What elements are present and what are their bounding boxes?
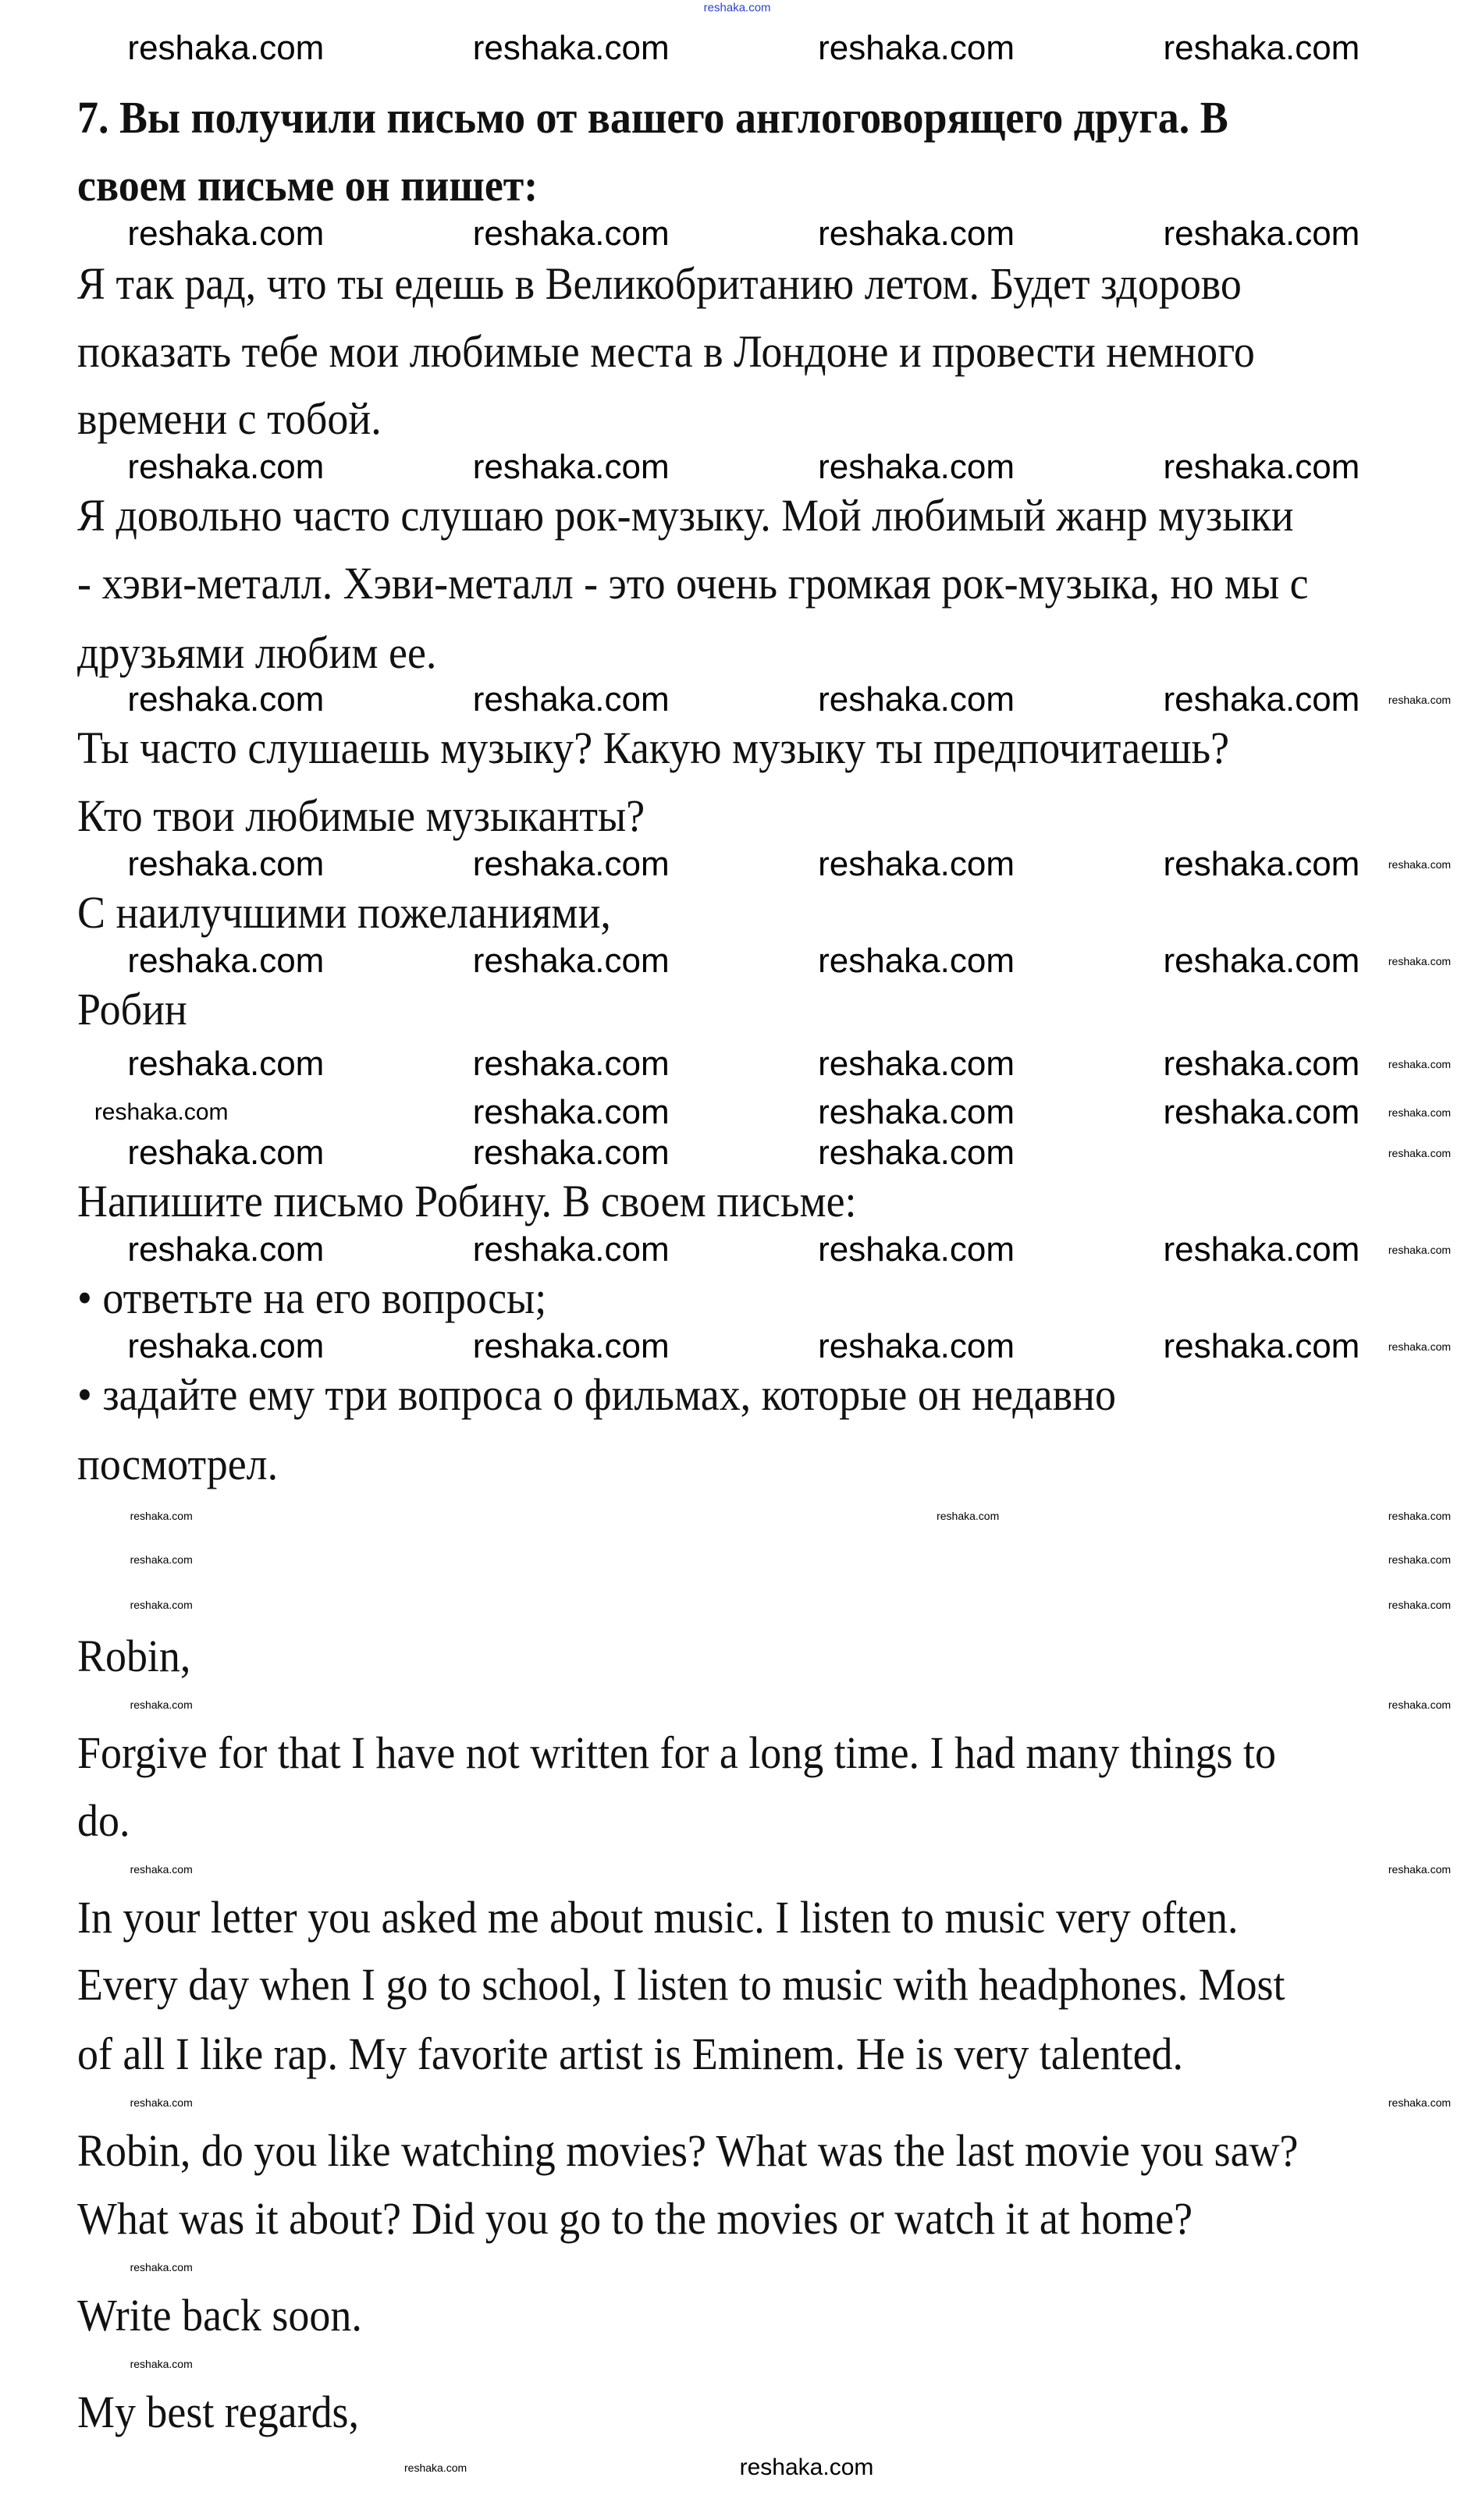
watermark: reshaka.com bbox=[472, 214, 670, 253]
watermark: reshaka.com bbox=[127, 941, 325, 980]
watermark: reshaka.com bbox=[472, 448, 670, 487]
answer-line: Robin, do you like watching movies? What was the last movie you saw? bbox=[77, 2125, 1299, 2177]
watermark: reshaka.com bbox=[1163, 1326, 1360, 1365]
watermark: reshaka.com bbox=[1388, 1598, 1452, 1611]
watermark: reshaka.com bbox=[1388, 1553, 1452, 1566]
answer-closing: My best regards, bbox=[77, 2387, 360, 2438]
watermark: reshaka.com bbox=[818, 1230, 1015, 1269]
answer-greeting: Robin, bbox=[77, 1630, 191, 1681]
letter-line: Я так рад, что ты едешь в Великобританию летом. Будет здорово bbox=[77, 257, 1242, 309]
watermark: reshaka.com bbox=[703, 1, 771, 15]
answer-line: do. bbox=[77, 1794, 130, 1846]
watermark: reshaka.com bbox=[1388, 1106, 1452, 1120]
watermark: reshaka.com bbox=[818, 680, 1015, 719]
letter-line: - хэви-металл. Хэви-металл - это очень громкая рок-музыка, но мы с bbox=[77, 558, 1309, 609]
letter-line: времени с тобой. bbox=[77, 393, 382, 445]
watermark: reshaka.com bbox=[130, 2358, 193, 2371]
instruction-line: Напишите письмо Робину. В своем письме: bbox=[77, 1175, 857, 1226]
answer-line: What was it about? Did you go to the movies or watch it at home? bbox=[77, 2193, 1193, 2245]
watermark: reshaka.com bbox=[1163, 214, 1360, 253]
answer-line: Forgive for that I have not written for a long time. I had many things to bbox=[77, 1727, 1276, 1778]
watermark: reshaka.com bbox=[127, 1045, 325, 1084]
watermark: reshaka.com bbox=[472, 680, 670, 719]
watermark: reshaka.com bbox=[1388, 1058, 1452, 1071]
watermark: reshaka.com bbox=[127, 448, 325, 487]
watermark: reshaka.com bbox=[127, 844, 325, 883]
watermark: reshaka.com bbox=[1163, 29, 1360, 67]
watermark: reshaka.com bbox=[130, 2261, 193, 2274]
watermark: reshaka.com bbox=[818, 1045, 1015, 1084]
watermark: reshaka.com bbox=[472, 1230, 670, 1269]
watermark: reshaka.com bbox=[472, 29, 670, 67]
watermark: reshaka.com bbox=[1163, 680, 1360, 719]
task-heading-line: своем письме он пишет: bbox=[77, 159, 539, 211]
answer-line: In your letter you asked me about music. I listen to music very often. bbox=[77, 1891, 1239, 1943]
watermark: reshaka.com bbox=[1388, 1509, 1452, 1522]
letter-line: друзьями любим ее. bbox=[77, 627, 437, 679]
watermark: reshaka.com bbox=[127, 1326, 325, 1365]
watermark: reshaka.com bbox=[130, 1553, 193, 1566]
instruction-line: посмотрел. bbox=[77, 1438, 279, 1489]
letter-line: Ты часто слушаешь музыку? Какую музыку ты предпочитаешь? bbox=[77, 722, 1230, 774]
answer-line: of all I like rap. My favorite artist is Eminem. He is very talented. bbox=[77, 2028, 1184, 2080]
watermark: reshaka.com bbox=[739, 2454, 874, 2480]
watermark: reshaka.com bbox=[1163, 941, 1360, 980]
watermark: reshaka.com bbox=[472, 1326, 670, 1365]
watermark: reshaka.com bbox=[127, 214, 325, 253]
watermark: reshaka.com bbox=[937, 1509, 1000, 1522]
watermark: reshaka.com bbox=[818, 1133, 1015, 1172]
watermark: reshaka.com bbox=[1388, 2096, 1452, 2110]
watermark: reshaka.com bbox=[472, 1093, 670, 1132]
watermark: reshaka.com bbox=[1163, 1230, 1360, 1269]
instruction-bullet: • ответьте на его вопросы; bbox=[77, 1272, 547, 1323]
watermark: reshaka.com bbox=[472, 1045, 670, 1084]
watermark: reshaka.com bbox=[818, 1093, 1015, 1132]
watermark: reshaka.com bbox=[818, 1326, 1015, 1365]
watermark: reshaka.com bbox=[1388, 1340, 1452, 1353]
watermark: reshaka.com bbox=[818, 29, 1015, 67]
watermark: reshaka.com bbox=[1163, 1093, 1360, 1132]
watermark: reshaka.com bbox=[130, 1698, 193, 1711]
watermark: reshaka.com bbox=[472, 844, 670, 883]
watermark: reshaka.com bbox=[130, 1862, 193, 1876]
watermark: reshaka.com bbox=[818, 214, 1015, 253]
watermark: reshaka.com bbox=[818, 844, 1015, 883]
watermark: reshaka.com bbox=[127, 1133, 325, 1172]
letter-line: Я довольно часто слушаю рок-музыку. Мой любимый жанр музыки bbox=[77, 490, 1294, 541]
watermark: reshaka.com bbox=[1163, 448, 1360, 487]
instruction-bullet: • задайте ему три вопроса о фильмах, которые он недавно bbox=[77, 1368, 1116, 1420]
watermark: reshaka.com bbox=[472, 941, 670, 980]
watermark: reshaka.com bbox=[127, 1230, 325, 1269]
watermark: reshaka.com bbox=[130, 1598, 193, 1611]
watermark: reshaka.com bbox=[130, 2096, 193, 2110]
watermark: reshaka.com bbox=[404, 2461, 467, 2474]
letter-line: показать тебе мои любимые места в Лондоне и провести немного bbox=[77, 325, 1255, 377]
answer-line: Write back soon. bbox=[77, 2290, 362, 2341]
watermark: reshaka.com bbox=[127, 680, 325, 719]
answer-line: Every day when I go to school, I listen to music with headphones. Most bbox=[77, 1959, 1285, 2011]
watermark: reshaka.com bbox=[1388, 694, 1452, 707]
watermark: reshaka.com bbox=[818, 941, 1015, 980]
watermark: reshaka.com bbox=[1388, 1243, 1452, 1256]
watermark: reshaka.com bbox=[130, 1509, 193, 1522]
watermark: reshaka.com bbox=[1388, 954, 1452, 967]
watermark: reshaka.com bbox=[1388, 1146, 1452, 1159]
watermark: reshaka.com bbox=[818, 448, 1015, 487]
watermark: reshaka.com bbox=[472, 1133, 670, 1172]
watermark: reshaka.com bbox=[1388, 1698, 1452, 1711]
watermark: reshaka.com bbox=[1388, 1862, 1452, 1876]
watermark: reshaka.com bbox=[127, 29, 325, 67]
task-heading-line: 7. Вы получили письмо от вашего англоговорящего друга. В bbox=[77, 91, 1228, 143]
watermark: reshaka.com bbox=[94, 1099, 229, 1126]
letter-signature: Робин bbox=[77, 983, 187, 1035]
watermark: reshaka.com bbox=[1163, 844, 1360, 883]
watermark: reshaka.com bbox=[1163, 1045, 1360, 1084]
letter-line: С наилучшими пожеланиями, bbox=[77, 886, 611, 938]
watermark: reshaka.com bbox=[1388, 857, 1452, 871]
letter-line: Кто твои любимые музыканты? bbox=[77, 790, 645, 841]
